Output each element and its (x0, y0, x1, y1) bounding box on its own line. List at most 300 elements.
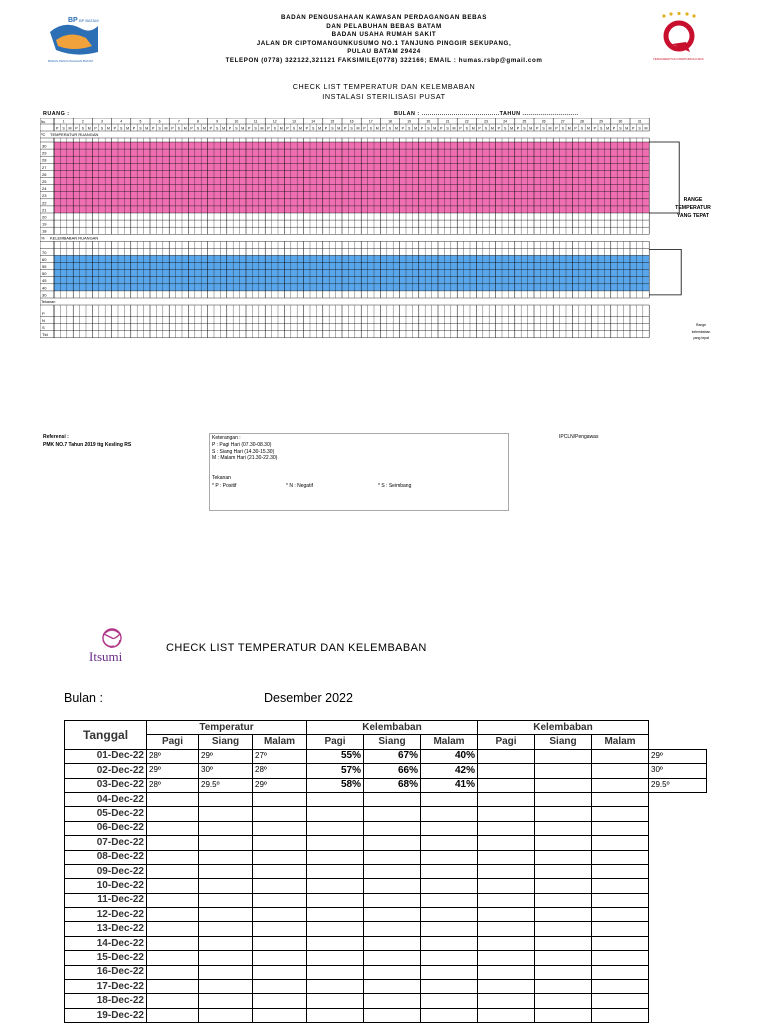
shift-letter: S (484, 126, 488, 131)
temp-cell (147, 908, 199, 922)
shift-letter: M (164, 126, 168, 131)
humidity2-cell (478, 908, 535, 922)
letterhead-line: TELEPON (0778) 322122,321121 FAKSIMILE(0778) 322166; EMAIL : humas.rsbp@gmail.com (225, 56, 543, 64)
extra-empty-cell (649, 893, 707, 907)
bulan-value: Desember 2022 (264, 691, 353, 705)
humidity-cell (421, 994, 478, 1008)
shift-letter: M (510, 126, 514, 131)
humidity2-cell (478, 836, 535, 850)
shift-letter: S (580, 126, 584, 131)
humidity-cell (364, 850, 421, 864)
humidity2-cell (592, 1008, 649, 1022)
humidity2-cell (592, 749, 649, 763)
date-cell: 19-Dec-22 (65, 1008, 147, 1022)
humidity2-cell (535, 980, 592, 994)
table-row (65, 994, 707, 1008)
shift-letter: M (337, 126, 341, 131)
shift-letter: P (555, 126, 558, 131)
day-number: 3 (101, 119, 103, 124)
range-note-line: YANG TEPAT (676, 213, 710, 219)
svg-text:TERAKREDITASI PARIPURNA KARS: TERAKREDITASI PARIPURNA KARS (653, 57, 704, 61)
temp-cell (199, 922, 253, 936)
keterangan-line: Keterangan : (212, 435, 241, 441)
humidity-cell (421, 864, 478, 878)
humidity-cell (421, 922, 478, 936)
shift-letter: M (433, 126, 437, 131)
svg-text:Itsumi: Itsumi (89, 649, 123, 664)
shift-letter: S (177, 126, 181, 131)
humidity-cell (307, 908, 364, 922)
shift-letter: S (523, 126, 526, 131)
temp-cell (253, 893, 307, 907)
table-row (65, 893, 707, 907)
shift-letter: S (446, 126, 449, 131)
humidity2-cell (535, 836, 592, 850)
letterhead-line: BADAN PENGUSAHAAN KAWASAN PERDAGANGAN BEBAS (281, 14, 487, 21)
date-cell: 18-Dec-22 (65, 994, 147, 1008)
extra-temp-cell: 30º (649, 764, 707, 778)
temp-cell (147, 792, 199, 806)
humidity2-cell (535, 936, 592, 950)
humidity2-cell (478, 749, 535, 763)
temp-cell (147, 936, 199, 950)
bulan-tahun-label: BULAN : .......................................TAHUN ............................ (394, 111, 579, 117)
day-number: 26 (541, 119, 546, 124)
temp-section-label: TEMPERATUR RUANGAN (50, 132, 99, 138)
humidity2-cell (592, 980, 649, 994)
shift-letter: P (286, 126, 289, 131)
date-cell: 14-Dec-22 (65, 936, 147, 950)
humidity2-cell (592, 764, 649, 778)
table-row (65, 864, 707, 878)
temp-cell (253, 821, 307, 835)
humidity2-cell (592, 922, 649, 936)
temp-cell: 28º (253, 764, 307, 778)
humidity-cell (364, 908, 421, 922)
referensi-text: PMK NO.7 Tahun 2019 ttg Kesling RS (43, 442, 132, 448)
shift-letter: P (247, 126, 251, 131)
extra-empty-cell (649, 936, 707, 950)
temp-cell (199, 951, 253, 965)
keterangan-lines (212, 435, 277, 462)
temp-cell (147, 922, 199, 936)
humidity-cell: 57% (307, 764, 364, 778)
form-title (0, 82, 768, 101)
humidity-cell: 67% (364, 749, 421, 763)
header-spacer (649, 721, 707, 735)
shift-letter: M (356, 126, 360, 131)
humidity2-cell (535, 922, 592, 936)
shift-letter: M (241, 126, 245, 131)
temp-unit: ºC (41, 132, 46, 138)
tekanan-legend-n: * N : Negatif (286, 483, 313, 489)
temp-cell (253, 1008, 307, 1022)
shift-letter: M (567, 126, 571, 131)
shift-letter: P (612, 126, 616, 131)
humidity2-cell (535, 821, 592, 835)
temp-cell (199, 893, 253, 907)
table-row (65, 807, 707, 821)
temp-row-label: 28 (42, 157, 47, 163)
humidity-cell (307, 893, 364, 907)
svg-text:BP BATAM: BP BATAM (79, 18, 99, 23)
range-note-line: yang tepat (693, 336, 709, 340)
humidity2-cell (535, 994, 592, 1008)
date-cell: 06-Dec-22 (65, 821, 147, 835)
humidity2-cell (592, 778, 649, 792)
shift-letter: S (215, 126, 219, 131)
temp-row-label: 22 (42, 200, 47, 206)
shift-letter: M (606, 126, 610, 131)
shift-letter: S (503, 126, 507, 131)
temp-cell (199, 821, 253, 835)
humidity-cell (364, 792, 421, 806)
humidity-cell (364, 864, 421, 878)
temp-cell (199, 850, 253, 864)
temp-cell (253, 951, 307, 965)
day-number: 21 (445, 119, 450, 124)
humidity-cell (307, 994, 364, 1008)
shift-letter: M (126, 126, 130, 131)
temp-row-label: 21 (42, 207, 47, 213)
letterhead (0, 14, 768, 65)
humidity2-cell (535, 850, 592, 864)
shift-letter: M (183, 126, 187, 131)
shift-letter: S (254, 126, 257, 131)
humidity-cell (421, 807, 478, 821)
day-number: 19 (407, 119, 412, 124)
shift-letter: M (586, 126, 590, 131)
range-fill-cell-row (54, 163, 649, 170)
checklist-title: CHECK LIST TEMPERATUR DAN KELEMBABAN (166, 642, 427, 654)
humidity2-cell (592, 951, 649, 965)
humidity-cell (421, 893, 478, 907)
range-fill-cell-row (54, 255, 649, 262)
shift-letter: M (548, 126, 552, 131)
humidity-cell (421, 821, 478, 835)
bulan-label: Bulan : (64, 691, 103, 705)
table-row (65, 821, 707, 835)
shift-letter: S (350, 126, 353, 131)
subheader-malam: Malam (421, 735, 478, 749)
humidity2-cell (592, 879, 649, 893)
shift-letter: S (542, 126, 545, 131)
humidity2-cell (478, 922, 535, 936)
form-title-line1: CHECK LIST TEMPERATUR DAN KELEMBABAN (292, 82, 476, 91)
temp-cell (253, 980, 307, 994)
humidity2-cell (592, 893, 649, 907)
extra-empty-cell (649, 965, 707, 979)
date-cell: 04-Dec-22 (65, 792, 147, 806)
shift-letter: P (228, 126, 232, 131)
day-number: 15 (330, 119, 335, 124)
shift-letter: M (414, 126, 418, 131)
extra-empty-cell (649, 994, 707, 1008)
referensi-title: Referensi : (43, 434, 69, 440)
tekanan-legend-title: Tekanan (212, 475, 231, 481)
hum-range-bracket (649, 249, 681, 295)
shift-letter: S (619, 126, 622, 131)
temp-row-label: 27 (42, 164, 47, 170)
humidity-cell (307, 864, 364, 878)
hum-row-label: 55 (42, 264, 47, 269)
humidity-cell (364, 922, 421, 936)
humidity-cell: 55% (307, 749, 364, 763)
letterhead-line: DAN PELABUHAN BEBAS BATAM (326, 22, 442, 30)
shift-letter: M (452, 126, 456, 131)
checklist-table (64, 720, 707, 1023)
shift-letter: P (209, 126, 213, 131)
date-cell: 10-Dec-22 (65, 879, 147, 893)
hum-row-label: 40 (42, 285, 47, 291)
subheader-siang: Siang (535, 735, 592, 749)
temp-cell: 27º (253, 749, 307, 763)
tek-row-label: P (42, 310, 45, 316)
shift-letter: P (190, 126, 193, 131)
subheader-pagi: Pagi (478, 735, 535, 749)
temp-cell (147, 893, 199, 907)
humidity2-cell (535, 864, 592, 878)
extra-empty-cell (649, 879, 707, 893)
range-fill-cell-row (54, 192, 649, 199)
range-note-line: TEMPERATUR (675, 205, 711, 211)
shift-letter: P (535, 126, 539, 131)
tek-row-label: N (42, 317, 45, 323)
subheader-malam: Malam (253, 735, 307, 749)
keterangan-line: S : Siang Hari (14.30-15.30) (212, 448, 275, 455)
humidity2-cell (535, 792, 592, 806)
day-number: 10 (234, 119, 239, 124)
shift-letter: S (139, 126, 142, 131)
shift-letter: M (644, 126, 648, 131)
extra-temp-cell: 29º (649, 749, 707, 763)
humidity-cell (364, 836, 421, 850)
table-row (65, 908, 707, 922)
subheader-pagi: Pagi (307, 735, 364, 749)
temp-row-label: 24 (42, 186, 47, 192)
temp-cell (253, 836, 307, 850)
shift-letter: S (465, 126, 469, 131)
day-number: 31 (637, 119, 642, 124)
humidity-cell (364, 936, 421, 950)
humidity2-cell (592, 908, 649, 922)
tek-row-label: Ttd (42, 332, 48, 338)
day-number: 9 (216, 119, 219, 124)
temp-row-label: 26 (42, 171, 47, 177)
humidity-cell (307, 879, 364, 893)
humidity-cell (307, 922, 364, 936)
ruang-label: RUANG : (43, 111, 70, 117)
day-number: 29 (599, 119, 604, 124)
shift-letter: P (497, 126, 501, 131)
hum-section-label: KELEMBABAN RUANGAN (50, 235, 99, 241)
date-cell: 07-Dec-22 (65, 836, 147, 850)
range-note-line: RANGE (683, 197, 703, 203)
day-number: 30 (618, 119, 623, 124)
humidity2-cell (592, 965, 649, 979)
shift-letter: M (260, 126, 264, 131)
temp-cell (253, 936, 307, 950)
humidity2-cell (478, 864, 535, 878)
temp-row-label: 20 (42, 214, 47, 220)
hum-row-label: 60 (42, 256, 47, 262)
range-fill-cell-row (54, 277, 649, 284)
temp-cell: 28º (147, 778, 199, 792)
temp-cell (199, 1008, 253, 1022)
humidity2-cell (535, 951, 592, 965)
monitoring-grid[interactable] (40, 118, 716, 428)
day-number: 28 (580, 119, 584, 124)
humidity-cell (421, 1008, 478, 1022)
table-row (65, 965, 707, 979)
humidity-cell (421, 879, 478, 893)
humidity-cell (307, 1008, 364, 1022)
shift-letter: P (516, 126, 520, 131)
temp-cell (253, 807, 307, 821)
hum-row-label: 70 (42, 249, 47, 255)
table-row (65, 936, 707, 950)
subheader-siang: Siang (364, 735, 421, 749)
table-row (65, 951, 707, 965)
shift-letter: M (318, 126, 322, 131)
keterangan-box (209, 433, 509, 511)
temp-cell: 29.5º (199, 778, 253, 792)
day-number: 4 (120, 119, 123, 124)
humidity-cell (307, 850, 364, 864)
day-number: 23 (484, 119, 488, 124)
temp-cell (199, 792, 253, 806)
table-row (65, 922, 707, 936)
header-temperatur: Temperatur (147, 721, 307, 735)
range-fill-cell-row (54, 270, 649, 277)
humidity2-cell (478, 807, 535, 821)
keterangan-line: P : Pagi Hari (07.30-08.30) (212, 441, 272, 448)
subheader-malam: Malam (592, 735, 649, 749)
shift-letter: S (235, 126, 238, 131)
humidity2-cell (592, 864, 649, 878)
shift-letter: P (171, 126, 174, 131)
temp-cell (199, 965, 253, 979)
temp-row-label: 29 (42, 150, 47, 156)
temp-cell (253, 879, 307, 893)
humidity-cell (307, 965, 364, 979)
humidity-cell (364, 893, 421, 907)
shift-letter: P (132, 126, 136, 131)
shift-letter: P (305, 126, 309, 131)
shift-letter: P (401, 126, 405, 131)
humidity2-cell (478, 850, 535, 864)
date-cell: 16-Dec-22 (65, 965, 147, 979)
day-number: 13 (292, 119, 296, 124)
shift-letter: M (298, 126, 302, 131)
extra-empty-cell (649, 922, 707, 936)
temp-cell (199, 879, 253, 893)
shift-letter: M (106, 126, 110, 131)
tekanan-legend-p: * P : Positif (212, 483, 237, 489)
temp-cell (199, 936, 253, 950)
humidity-cell (364, 821, 421, 835)
date-cell: 17-Dec-22 (65, 980, 147, 994)
humidity2-cell (478, 994, 535, 1008)
temp-cell (253, 965, 307, 979)
table-row (65, 764, 707, 778)
temp-cell (147, 864, 199, 878)
temp-cell (199, 836, 253, 850)
shift-letter: M (394, 126, 398, 131)
extra-empty-cell (649, 980, 707, 994)
shift-letter: S (561, 126, 565, 131)
shift-letter: M (68, 126, 72, 131)
humidity-cell: 66% (364, 764, 421, 778)
temp-cell (253, 792, 307, 806)
humidity-cell (364, 980, 421, 994)
svg-text:BADAN PENGUSAHAAN BATAM: BADAN PENGUSAHAAN BATAM (48, 59, 93, 63)
temp-cell (147, 980, 199, 994)
humidity2-cell (478, 764, 535, 778)
day-number: 18 (388, 119, 392, 124)
keterangan-line: M : Malam Hari (21.30-22.30) (212, 455, 278, 462)
humidity-cell (421, 936, 478, 950)
humidity2-cell (535, 879, 592, 893)
header-kelembaban-2: Kelembaban (478, 721, 649, 735)
shift-letter: S (638, 126, 641, 131)
shift-letter: S (100, 126, 104, 131)
humidity-cell (307, 936, 364, 950)
shift-letter: P (267, 126, 270, 131)
header-tanggal: Tanggal (65, 721, 147, 750)
temp-cell (147, 879, 199, 893)
shift-letter: S (407, 126, 411, 131)
temp-cell (147, 850, 199, 864)
table-row (65, 850, 707, 864)
date-cell: 15-Dec-22 (65, 951, 147, 965)
shift-letter: P (478, 126, 481, 131)
extra-empty-cell (649, 951, 707, 965)
humidity2-cell (592, 850, 649, 864)
temp-row-label: 18 (42, 228, 47, 234)
humidity-cell (421, 951, 478, 965)
temp-cell (147, 821, 199, 835)
day-number: 17 (368, 119, 373, 124)
shift-letter: M (490, 126, 494, 131)
humidity2-cell (535, 749, 592, 763)
humidity-cell: 58% (307, 778, 364, 792)
temp-cell: 29º (253, 778, 307, 792)
date-cell: 01-Dec-22 (65, 749, 147, 763)
temp-cell (253, 994, 307, 1008)
humidity2-cell (478, 980, 535, 994)
extra-empty-cell (649, 792, 707, 806)
temp-cell: 29º (147, 764, 199, 778)
day-number: 5 (139, 119, 142, 124)
temp-cell (253, 922, 307, 936)
humidity2-cell (592, 936, 649, 950)
humidity2-cell (478, 951, 535, 965)
day-number: 8 (197, 119, 199, 124)
shift-letter: S (388, 126, 392, 131)
date-cell: 08-Dec-22 (65, 850, 147, 864)
date-cell: 03-Dec-22 (65, 778, 147, 792)
humidity2-cell (535, 965, 592, 979)
shift-letter: S (119, 126, 123, 131)
shift-letter: P (113, 126, 117, 131)
hum-unit: % (41, 235, 45, 241)
shift-letter: P (593, 126, 597, 131)
letterhead-line: BADAN USAHA RUMAH SAKIT (331, 31, 437, 38)
table-row (65, 778, 707, 792)
subheader-siang: Siang (199, 735, 253, 749)
humidity2-cell (478, 1008, 535, 1022)
